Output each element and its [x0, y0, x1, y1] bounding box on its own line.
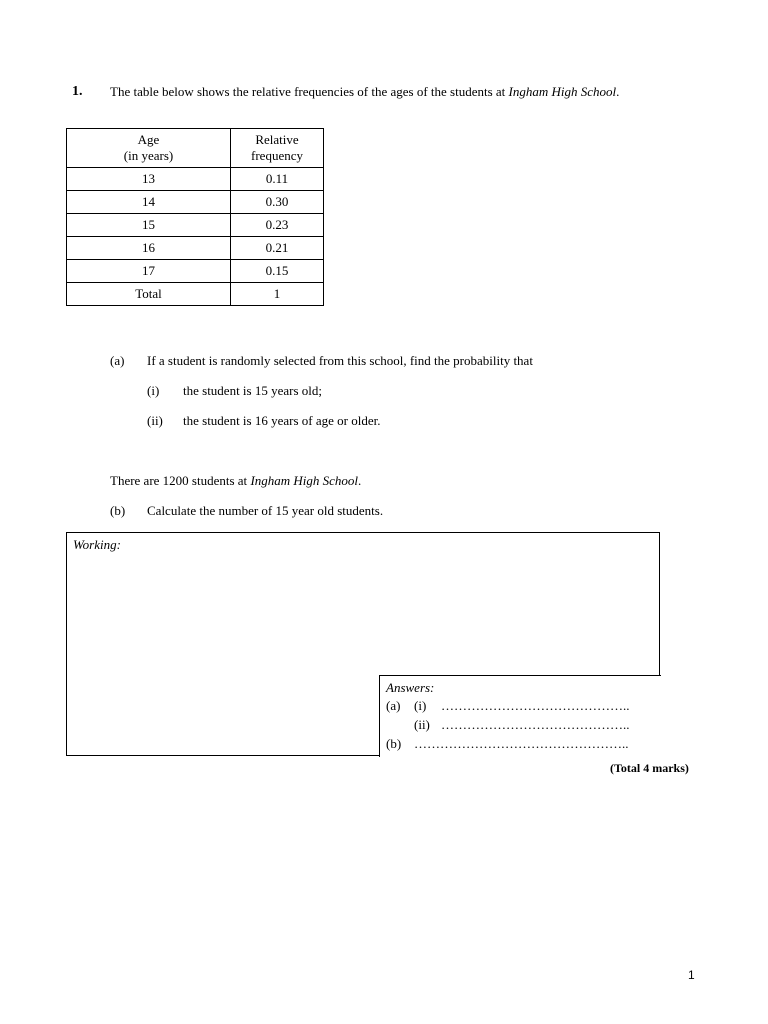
header-relative-frequency — [231, 129, 324, 168]
answer-b-label: (b) — [386, 736, 402, 751]
part-a-ii-label: (ii) — [147, 413, 163, 428]
frequency-cell: 0.21 — [231, 237, 324, 260]
page-number: 1 — [688, 968, 695, 982]
table-row — [67, 237, 324, 260]
relative-frequency-table — [66, 128, 324, 306]
intro-school-name: Ingham High School — [508, 84, 617, 99]
answer-a-i-field[interactable]: …………………………………….. — [441, 698, 630, 713]
table-header-row — [67, 129, 324, 168]
frequency-cell: 0.30 — [231, 191, 324, 214]
header-freq-line2: frequency — [251, 148, 303, 163]
answer-a-ii-field[interactable]: …………………………………….. — [441, 717, 630, 732]
age-cell: 17 — [67, 260, 231, 283]
answers-box — [379, 675, 661, 757]
answer-b-field[interactable]: ………………………………………….. — [414, 736, 629, 751]
header-age — [67, 129, 231, 168]
header-freq-line1: Relative — [255, 131, 299, 147]
age-cell: 14 — [67, 191, 231, 214]
intro-text: The table below shows the relative frequencies of the ages of the students at — [110, 84, 509, 99]
info-line — [110, 473, 361, 489]
part-a-text: If a student is randomly selected from this school, find the probability that — [147, 353, 533, 368]
part-a-i-text: the student is 15 years old; — [183, 383, 323, 398]
table-row — [67, 214, 324, 237]
table-total-row — [67, 283, 324, 306]
total-value-cell: 1 — [231, 283, 324, 306]
total-marks: (Total 4 marks) — [610, 761, 689, 775]
part-b-text: Calculate the number of 15 year old students. — [147, 503, 384, 518]
total-label-cell: Total — [67, 283, 231, 306]
working-label: Working: — [73, 537, 121, 552]
question-intro — [110, 84, 650, 100]
info-text: There are 1200 students at — [110, 473, 251, 488]
question-number: 1. — [72, 84, 83, 99]
table-row — [67, 260, 324, 283]
header-age-line1: Age — [137, 131, 160, 147]
frequency-cell: 0.23 — [231, 214, 324, 237]
info-end: . — [358, 473, 362, 488]
intro-end: . — [616, 84, 620, 99]
answer-a-ii-label: (ii) — [414, 717, 430, 732]
answer-a-i-label: (i) — [414, 698, 427, 713]
info-school-name: Ingham High School — [250, 473, 359, 488]
part-a-label: (a) — [110, 353, 125, 368]
part-a-i-label: (i) — [147, 383, 160, 398]
age-cell: 16 — [67, 237, 231, 260]
part-a-ii-text: the student is 16 years of age or older. — [183, 413, 381, 428]
answer-a-label: (a) — [386, 698, 401, 713]
table-row — [67, 168, 324, 191]
part-b-label: (b) — [110, 503, 126, 518]
answers-label: Answers: — [386, 680, 435, 695]
frequency-cell: 0.11 — [231, 168, 324, 191]
table-row — [67, 191, 324, 214]
header-age-line2: (in years) — [123, 148, 174, 163]
frequency-cell: 0.15 — [231, 260, 324, 283]
age-cell: 15 — [67, 214, 231, 237]
age-cell: 13 — [67, 168, 231, 191]
